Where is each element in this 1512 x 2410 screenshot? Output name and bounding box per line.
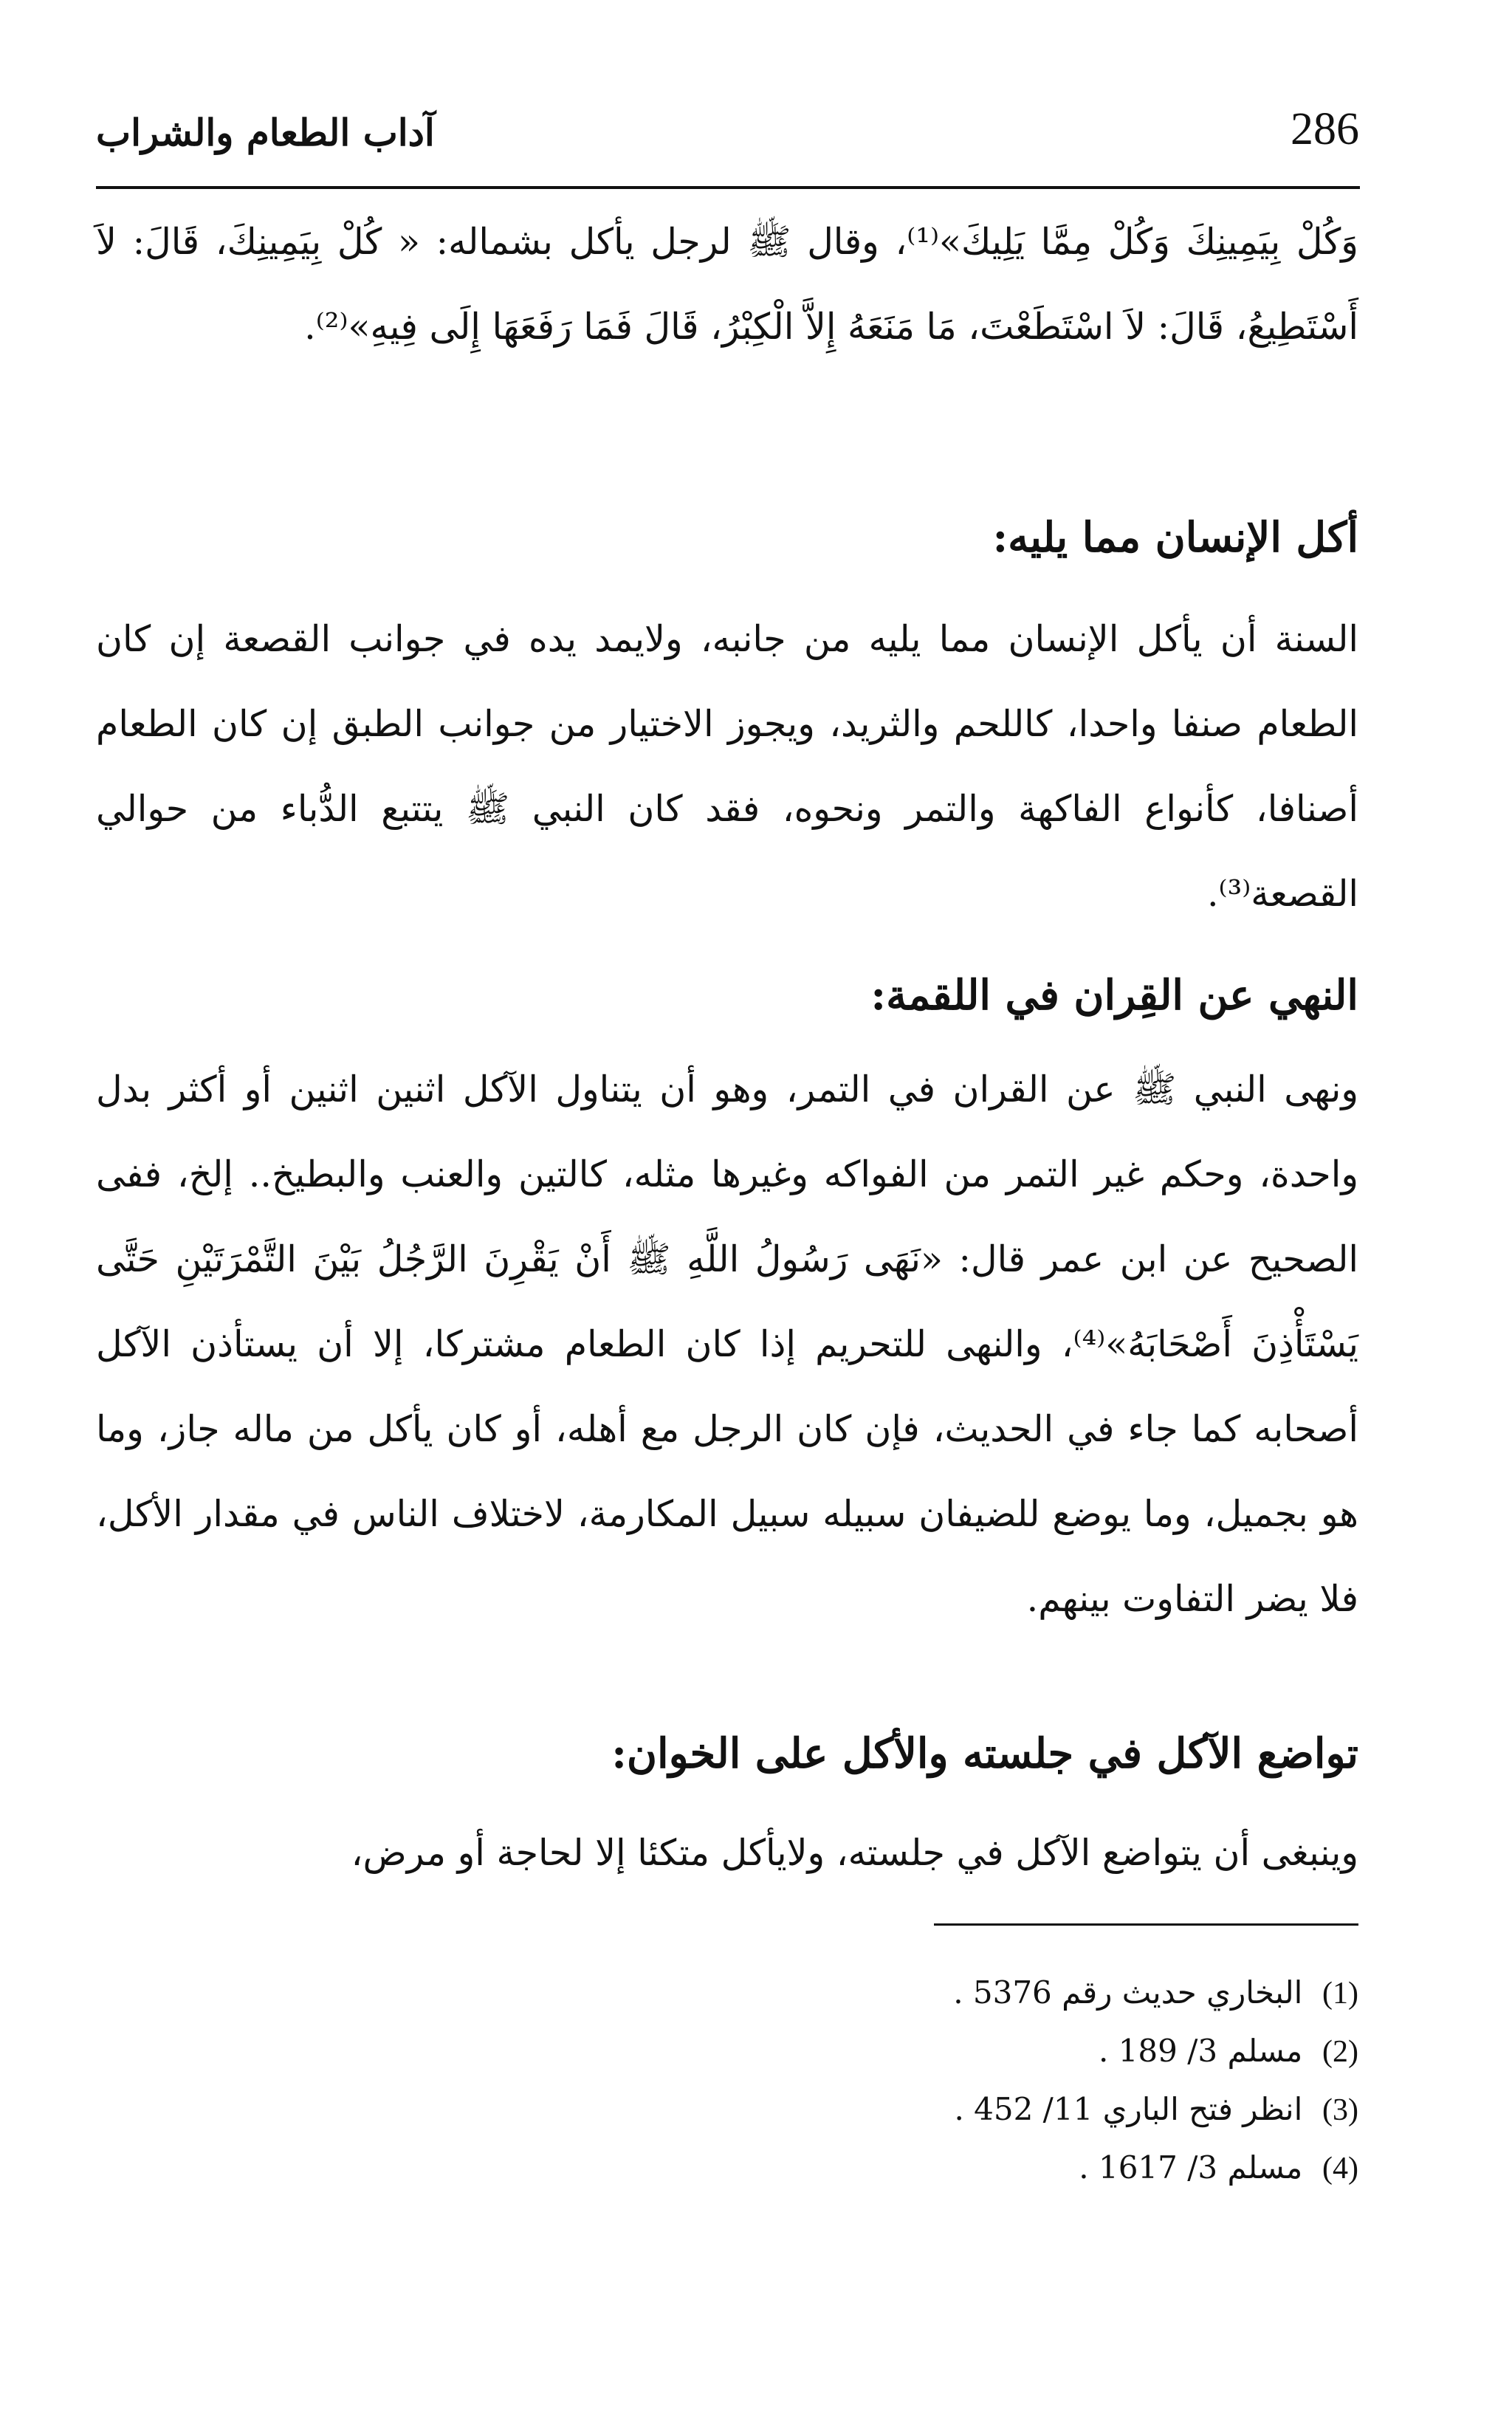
eating-near-section xyxy=(96,597,1358,936)
qiran-heading-block xyxy=(96,966,1358,1025)
humility-heading-block xyxy=(96,1724,1358,1783)
opening-paragraph: وَكُلْ بِيَمِينِكَ وَكُلْ مِمَّا يَلِيكَ»⁽¹⁾، وقال ﷺ لرجل يأكل بشماله: « كُلْ بِيَمِينِكَ، قَالَ: لاَ أَسْتَطِيعُ، قَالَ: لاَ اسْتَطَعْتَ، مَا مَنَعَهُ إِلاَّ الْكِبْرُ، قَالَ فَمَا رَفَعَهَا إِلَى فِيهِ»⁽²⁾. xyxy=(96,221,1358,348)
page-number: 286 xyxy=(1291,104,1359,154)
header-divider xyxy=(96,186,1360,189)
eating-near-paragraph: السنة أن يأكل الإنسان مما يليه من جانبه، ولايمد يده في جوانب القصعة إن كان الطعام صنفا واحدا، كاللحم والثريد، ويجوز الاختيار من جوانب الطبق إن كان الطعام أصنافا، كأنواع الفاكهة والتمر ونحوه، فقد كان النبي ﷺ يتتبع الدُّباء من حوالي القصعة⁽³⁾. xyxy=(96,618,1358,915)
footnote-item xyxy=(664,2139,1358,2197)
footnote-text: البخاري حديث رقم 5376 . xyxy=(953,1974,1303,2011)
footnote-number: (1) xyxy=(1322,1977,1358,2011)
footnote-item xyxy=(664,1964,1358,2022)
footnote-divider xyxy=(934,1923,1358,1926)
running-title: آداب الطعام والشراب xyxy=(96,111,435,154)
footnote-number: (4) xyxy=(1322,2152,1358,2186)
section-heading: النهي عن القِران في اللقمة: xyxy=(870,971,1358,1020)
footnote-item xyxy=(664,2022,1358,2081)
section-heading: أكل الإنسان مما يليه: xyxy=(992,513,1358,562)
footnote-number: (3) xyxy=(1322,2093,1358,2127)
qiran-paragraph: ونهى النبي ﷺ عن القران في التمر، وهو أن يتناول الآكل اثنين اثنين أو أكثر بدل واحدة، وحكم غير التمر من الفواكه وغيرها مثله، كالتين والعنب والبطيخ.. إلخ، ففى الصحيح عن ابن عمر قال: «نَهَى رَسُولُ اللَّهِ ﷺ أَنْ يَقْرِنَ الرَّجُلُ بَيْنَ التَّمْرَتَيْنِ حَتَّى يَسْتَأْذِنَ أَصْحَابَهُ»⁽⁴⁾، والنهى للتحريم إذا كان الطعام مشتركا، إلا أن يستأذن الآكل أصحابه كما جاء في الحديث، فإن كان الرجل مع أهله، أو كان يأكل من ماله جاز، وما هو بجميل، وما يوضع للضيفان سبيله سبيل المكارمة، لاختلاف الناس في مقدار الأكل، فلا يضر التفاوت بينهم. xyxy=(96,1068,1358,1620)
footnote-text: مسلم 3/ 189 . xyxy=(1099,2033,1303,2069)
humility-paragraph: وينبغى أن يتواضع الآكل في جلسته، ولايأكل متكئا إلا لحاجة أو مرض، xyxy=(351,1832,1358,1874)
footnotes xyxy=(664,1964,1358,2197)
section-heading: تواضع الآكل في جلسته والأكل على الخوان: xyxy=(611,1729,1358,1778)
eating-near-heading-block xyxy=(96,508,1358,567)
footnote-text: مسلم 3/ 1617 . xyxy=(1079,2149,1303,2186)
footnote-item xyxy=(664,2081,1358,2139)
footnote-text: انظر فتح الباري 11/ 452 . xyxy=(954,2091,1303,2127)
opening-section xyxy=(96,199,1358,369)
footnote-number: (2) xyxy=(1322,2035,1358,2069)
qiran-section xyxy=(96,1047,1358,1641)
humility-section xyxy=(96,1810,1358,1895)
